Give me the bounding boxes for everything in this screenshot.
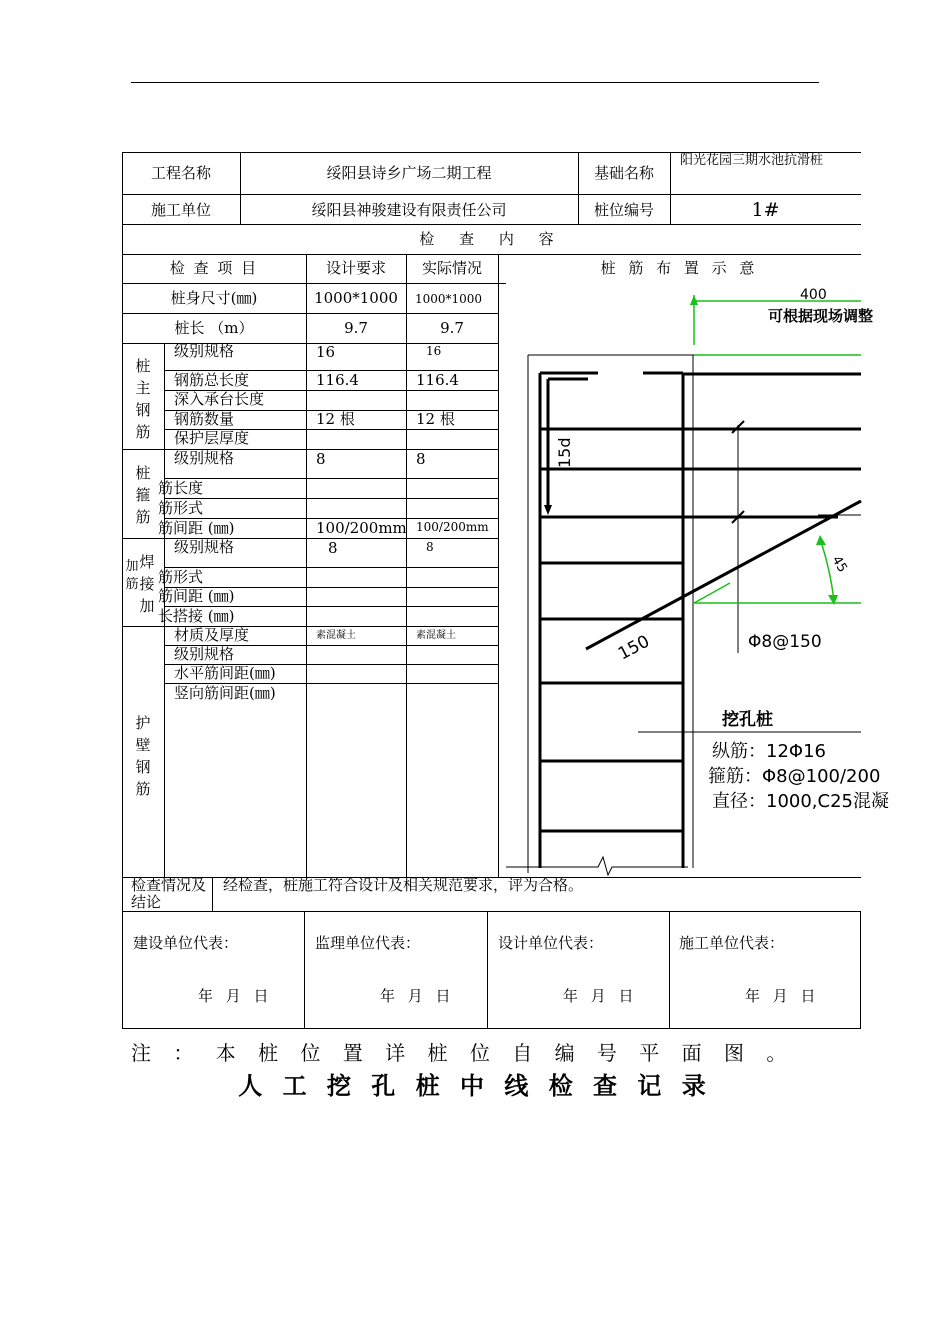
pile-no-label: 桩位编号 — [593, 201, 654, 219]
weld-grade-label: 级别规格 — [174, 538, 235, 556]
foundation-value: 阳光花园三期水池抗滑桩 — [680, 153, 824, 168]
foundation-label: 基础名称 — [593, 164, 654, 182]
wall-material-label: 材质及厚度 — [174, 626, 250, 644]
stirrup-spacing-design: 100/200mm — [316, 519, 407, 537]
weld-spacing-label: 筋间距 (㎜) — [158, 587, 235, 605]
stirrup-grade-design: 8 — [316, 450, 326, 468]
weld-grade-design: 8 — [328, 539, 338, 557]
col-design: 设计要求 — [325, 259, 386, 277]
main-bar-cover-label: 保护层厚度 — [174, 429, 250, 447]
stirrup-grade-actual: 8 — [416, 450, 426, 468]
sig-designer-date: 年 月 日 — [563, 987, 638, 1005]
contractor: 绥阳县神骏建设有限责任公司 — [311, 201, 507, 219]
pile-length-design: 9.7 — [344, 319, 368, 337]
wall-material-design: 素混凝土 — [316, 630, 356, 641]
wall-horizontal-label: 水平筋间距(㎜) — [174, 664, 276, 682]
footer-note: 注 ： 本 桩 位 置 详 桩 位 自 编 号 平 面 图 。 — [131, 1041, 795, 1065]
main-bar-title: 桩主钢筋 — [135, 357, 151, 441]
main-bar-length-design: 116.4 — [316, 371, 359, 389]
contractor-label: 施工单位 — [150, 201, 211, 219]
stirrup-grade-label: 级别规格 — [174, 449, 235, 467]
stirrup-title: 桩箍筋 — [135, 464, 151, 526]
weld-lap-label: 长搭接 (㎜) — [158, 607, 235, 625]
main-bar-count-design: 12 根 — [316, 410, 355, 428]
pile-size-actual: 1000*1000 — [414, 292, 483, 306]
main-bar-grade-design: 16 — [316, 343, 336, 361]
weld-title: 焊接加 — [139, 553, 155, 615]
dim-45: 45 — [828, 553, 850, 576]
pile-no: 1# — [751, 199, 780, 221]
col-actual: 实际情况 — [421, 259, 482, 277]
wall-material-actual: 素混凝土 — [416, 630, 456, 641]
longitudinal-note: 纵筋：12Φ16 — [712, 741, 826, 762]
inspection-title: 检 查 内 容 — [419, 230, 564, 248]
main-bar-length-actual: 116.4 — [416, 371, 459, 389]
conclusion-label: 检查情况及结论 — [131, 876, 207, 911]
stirrups-note: 箍筋：Φ8@100/200 — [708, 766, 881, 787]
main-bar-count-label: 钢筋数量 — [174, 410, 235, 428]
sig-owner-date: 年 月 日 — [198, 987, 273, 1005]
pile-length-actual: 9.7 — [440, 319, 464, 337]
rebar-diagram — [498, 283, 890, 877]
main-bar-grade-actual: 16 — [426, 344, 442, 358]
pile-size-design: 1000*1000 — [314, 289, 398, 307]
weld-grade-actual: 8 — [426, 540, 434, 554]
weld-form-label: 筋形式 — [158, 568, 204, 586]
stirrup-form-label: 筋形式 — [158, 499, 204, 517]
sig-builder-label: 施工单位代表： — [679, 934, 785, 952]
stirrup-spacing-actual: 100/200mm — [416, 520, 489, 534]
weld-side-label: 加筋 — [125, 559, 139, 592]
main-bar-grade-label: 级别规格 — [174, 342, 235, 360]
adjust-note: 可根据现场调整 — [768, 307, 874, 325]
pile-size-label: 桩身尺寸(㎜) — [170, 289, 258, 307]
conclusion-text: 经检查，桩施工符合设计及相关规范要求，评为合格。 — [223, 876, 584, 894]
col-diagram: 桩 筋 布 置 示 意 — [600, 259, 759, 277]
wall-vertical-label: 竖向筋间距(㎜) — [174, 684, 276, 702]
col-item: 检 查 项 目 — [169, 259, 259, 277]
stirrup-length-label: 筋长度 — [158, 479, 204, 497]
next-title: 人 工 挖 孔 桩 中 线 检 查 记 录 — [238, 1071, 712, 1100]
top-rule — [131, 82, 819, 83]
wall-grade-label: 级别规格 — [174, 645, 235, 663]
dim-15d: 15d — [555, 437, 574, 468]
sig-owner-label: 建设单位代表： — [133, 934, 239, 952]
main-bar-length-label: 钢筋总长度 — [174, 371, 250, 389]
project-name-label: 工程名称 — [150, 164, 211, 182]
dim-400: 400 — [800, 287, 827, 303]
project-name: 绥阳县诗乡广场二期工程 — [326, 164, 492, 182]
diameter-note: 直径：1000,C25混凝 — [712, 791, 890, 812]
dim-150: 150 — [614, 631, 654, 665]
pile-type: 挖孔桩 — [722, 710, 773, 730]
stirrup-spacing-label: 筋间距 (㎜) — [158, 519, 235, 537]
wall-title: 护壁钢筋 — [135, 714, 151, 798]
sig-supervisor-date: 年 月 日 — [380, 987, 455, 1005]
main-bar-embed-label: 深入承台长度 — [174, 390, 265, 408]
pile-length-label: 桩长 （m） — [174, 319, 254, 337]
spacing-note: Φ8@150 — [748, 632, 822, 652]
sig-designer-label: 设计单位代表： — [498, 934, 604, 952]
sig-builder-date: 年 月 日 — [745, 987, 820, 1005]
sig-supervisor-label: 监理单位代表： — [315, 934, 421, 952]
main-bar-count-actual: 12 根 — [416, 410, 455, 428]
